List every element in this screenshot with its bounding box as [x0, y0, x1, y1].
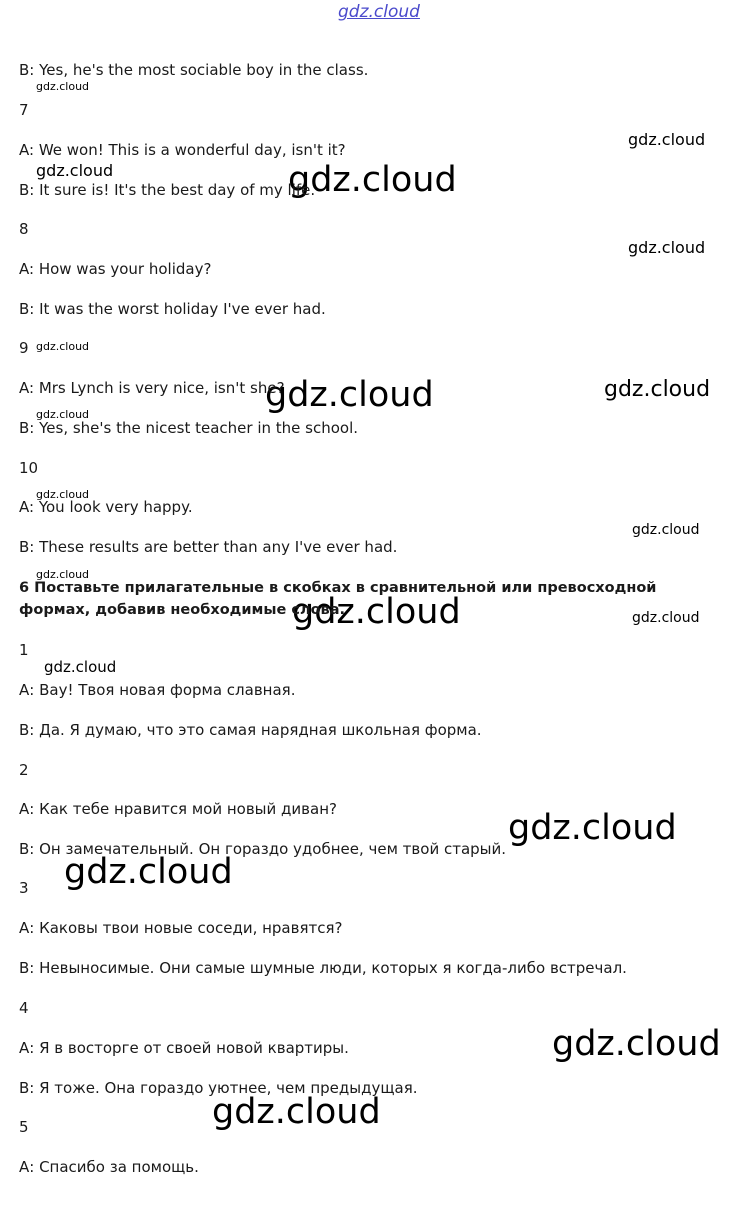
dialogue-line: А: Вау! Твоя новая форма славная.	[19, 681, 296, 699]
watermark: gdz.cloud	[36, 568, 90, 581]
dialogue-line: В: Да. Я думаю, что это самая нарядная школьная форма.	[19, 721, 482, 739]
item-number: 2	[19, 761, 29, 779]
dialogue-line: А: Как тебе нравится мой новый диван?	[19, 800, 337, 818]
watermark: gdz.cloud	[632, 522, 700, 538]
item-number: 10	[19, 459, 39, 477]
watermark: gdz.cloud	[64, 852, 233, 892]
watermark: gdz.cloud	[36, 488, 90, 501]
watermark: gdz.cloud	[292, 592, 461, 632]
dialogue-line: B: It was the worst holiday I've ever had.	[19, 300, 326, 318]
dialogue-line: B: Yes, he's the most sociable boy in the class.	[19, 61, 369, 79]
watermark: gdz.cloud	[44, 658, 117, 676]
dialogue-line: В: Я тоже. Она гораздо уютнее, чем предыдущая.	[19, 1079, 418, 1097]
watermark: gdz.cloud	[628, 238, 706, 257]
watermark-top: gdz.cloud	[338, 2, 420, 22]
dialogue-line: B: Yes, she's the nicest teacher in the school.	[19, 419, 359, 437]
item-number: 5	[19, 1118, 29, 1136]
dialogue-line: A: Mrs Lynch is very nice, isn't she?	[19, 379, 285, 397]
item-number: 1	[19, 641, 29, 659]
watermark: gdz.cloud	[508, 808, 677, 848]
watermark: gdz.cloud	[604, 377, 711, 402]
item-number: 3	[19, 879, 29, 897]
watermark: gdz.cloud	[36, 340, 90, 353]
item-number: 7	[19, 101, 29, 119]
watermark: gdz.cloud	[36, 408, 90, 421]
dialogue-line: А: Каковы твои новые соседи, нравятся?	[19, 919, 343, 937]
watermark: gdz.cloud	[36, 161, 114, 180]
item-number: 8	[19, 220, 29, 238]
watermark: gdz.cloud	[288, 160, 457, 200]
watermark: gdz.cloud	[628, 130, 706, 149]
watermark: gdz.cloud	[632, 610, 700, 626]
item-number: 9	[19, 339, 29, 357]
dialogue-line: A: You look very happy.	[19, 498, 193, 516]
watermark: gdz.cloud	[36, 80, 90, 93]
dialogue-line: В: Невыносимые. Они самые шумные люди, которых я когда-либо встречал.	[19, 959, 627, 977]
watermark: gdz.cloud	[552, 1024, 721, 1064]
watermark: gdz.cloud	[212, 1092, 381, 1132]
dialogue-line: B: It sure is! It's the best day of my life.	[19, 181, 316, 199]
task-heading: 6 Поставьте прилагательные в скобках в сравнительной или превосходной формах, добавив необходимые слова.	[19, 580, 657, 618]
dialogue-line: А: Я в восторге от своей новой квартиры.	[19, 1039, 349, 1057]
dialogue-line: A: We won! This is a wonderful day, isn't it?	[19, 141, 346, 159]
dialogue-line: A: How was your holiday?	[19, 260, 212, 278]
watermark: gdz.cloud	[265, 375, 434, 415]
dialogue-line: B: These results are better than any I've ever had.	[19, 538, 398, 556]
item-number: 4	[19, 999, 29, 1017]
dialogue-line: А: Спасибо за помощь.	[19, 1158, 199, 1176]
dialogue-line: В: Он замечательный. Он гораздо удобнее, чем твой старый.	[19, 840, 507, 858]
